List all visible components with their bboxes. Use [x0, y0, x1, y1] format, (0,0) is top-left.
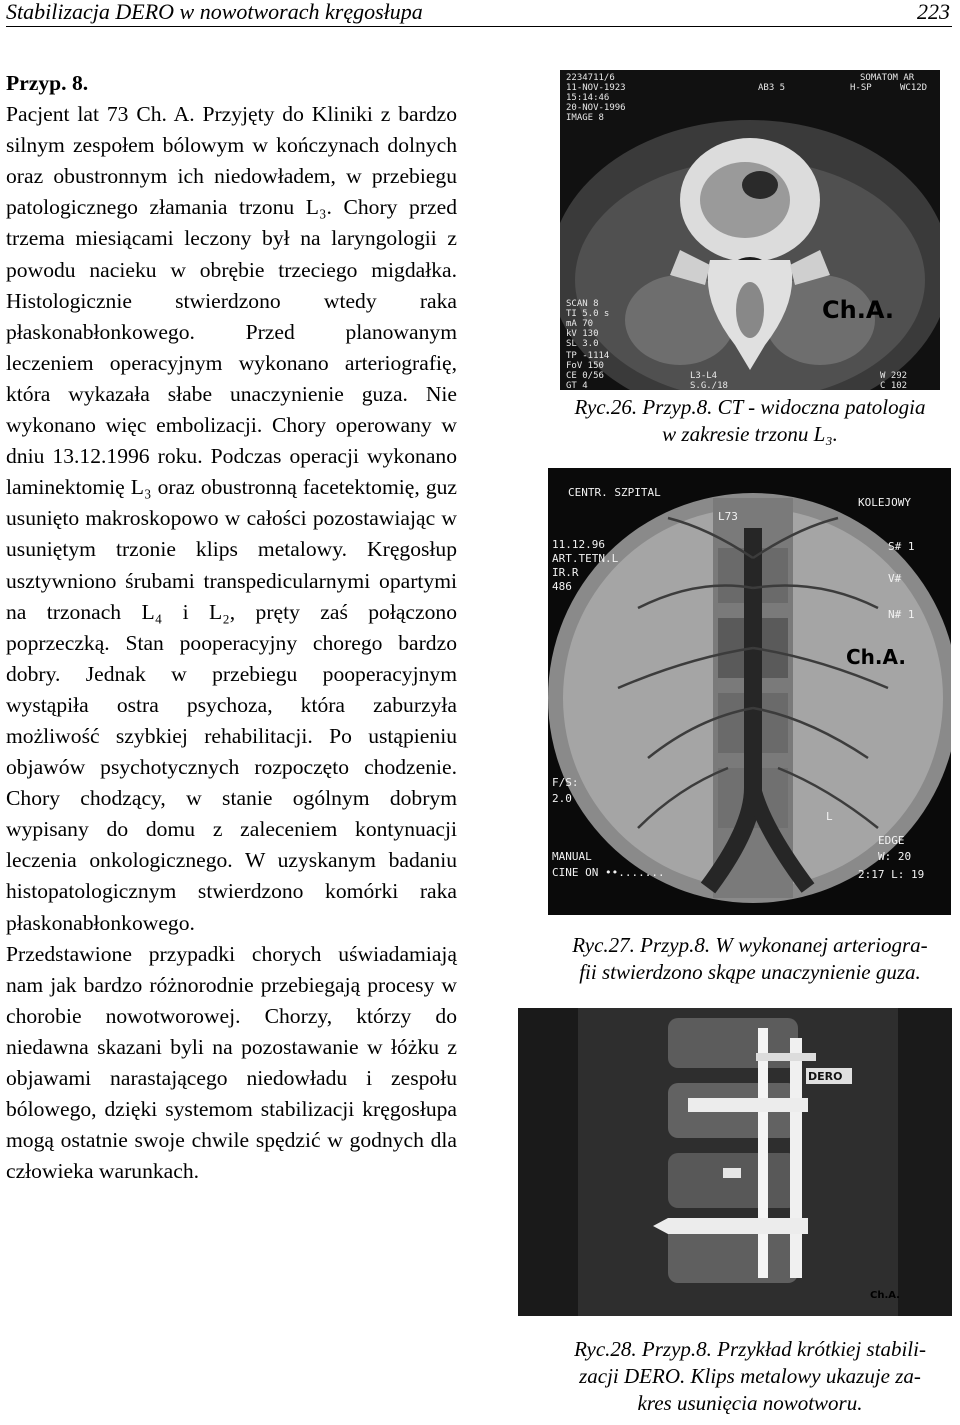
angio-bottom-2: CINE ON ••.......: [552, 866, 665, 879]
angio-info-2: ART.TETN.L: [552, 552, 619, 565]
ct-scan-graphic: [560, 70, 940, 390]
angio-level-label: L73: [718, 510, 738, 523]
xray-initials: Ch.A.: [870, 1290, 900, 1301]
ct-overlay-tr-1: AB3 5: [758, 83, 786, 93]
ct-level-label-2: S.G./18: [690, 381, 728, 390]
ct-overlay-scanner: SOMATOM AR: [860, 73, 915, 83]
angio-info-4: 486: [552, 580, 572, 593]
ct-overlay-line-3: 15:14:46: [566, 93, 610, 103]
figure-26-caption: [540, 394, 960, 448]
ct-param-4: kV 130: [566, 329, 599, 339]
running-header: [6, 0, 952, 27]
ct-overlay-line-2: 11-NOV-1923: [566, 83, 626, 93]
figure-28-caption-line-1: Ryc.28. Przyp.8. Przykład krótkiej stabili-: [574, 1337, 926, 1361]
running-title: Stabilizacja DERO w nowotworach kręgosłupa: [6, 0, 423, 24]
xray-dero-graphic: [518, 1008, 952, 1316]
angio-edge-l: 2:17 L: 19: [858, 868, 925, 881]
figure-28-caption-line-3: kres usunięcia nowotworu.: [637, 1391, 863, 1415]
figure-26-caption-line-1: Ryc.26. Przyp.8. CT - widoczna patologia: [574, 395, 926, 419]
case-description-paragraph: Pacjent lat 73 Ch. A. Przyjęty do Kliniki z bardzo silnym zespołem bólowym w kończynach dolnych oraz obustronnym ich niedowładem, w przebiegu patologicznego złamania trzonu L₃. Chory przed trzema miesiącami leczony był na laryngologii z powodu nacieku w obrębie trzeciego migdałka. Histologicznie stwierdzono wtedy raka płaskonabłonkowego. Przed planowanym leczeniem operacyjnym wykonano arteriografię, która wykazała słabe unaczynienie guza. Nie wykonano więc embolizacji. Chory operowany w dniu 13.12.1996 roku. Podczas operacji wykonano laminektomię L₃ oraz obustronną facetektomię, guz usunięto makroskopowo w całości pozostawiając w usuniętym trzonie klips metalowy. Kręgosłup usztywniono śrubami transpedicularnymi opartymi na trzonach L₄ i L₂, pręty zaś połączono poprzeczką. Stan pooperacyjny chorego bardzo dobry. Jednak w przebiegu pooperacyjnym wystąpiła ostra psychoza, która zaburzyła możliwość szybkiej rehabilitacji. Po ustąpieniu objawów psychotycznych rozpoczęto chodzenie. Chory chodzący, w stanie ogólnym dobrym wypisany do domu z zaleceniem kontynuacji leczenia onkologicznego. W uzyskanym badaniu histopatologicznym stwierdzono komórki raka płaskonabłonkowego.: [6, 102, 457, 935]
angio-hospital-1: CENTR. SZPITAL: [568, 486, 661, 499]
figure-26-caption-line-2: w zakresie trzonu L₃.: [662, 422, 838, 446]
ct-window-w: W 292: [880, 371, 908, 381]
ct-param-9: GT 4: [566, 381, 588, 390]
main-text-column: [6, 68, 457, 1187]
angio-edge-w: W: 20: [878, 850, 912, 863]
figure-28-caption-line-2: zacji DERO. Klips metalowy ukazuje za-: [579, 1364, 921, 1388]
figure-27-caption: [540, 932, 960, 986]
angio-initials: Ch.A.: [846, 645, 906, 669]
angio-right-1: S# 1: [888, 540, 915, 553]
angio-fs-label: F/S:: [552, 776, 579, 789]
angio-right-3: N# 1: [888, 608, 915, 621]
ct-param-6: TP -1114: [566, 351, 610, 361]
ct-param-1: SCAN 8: [566, 299, 599, 309]
figure-27-caption-line-2: fii stwierdzono skąpe unaczynienie guza.: [579, 960, 921, 984]
angio-fs-value: 2.0: [552, 792, 572, 805]
ct-param-3: mA 70: [566, 319, 594, 329]
angio-info-3: IR.R: [552, 566, 579, 579]
page-number: 223: [917, 0, 950, 24]
ct-param-2: TI 5.0 s: [566, 309, 610, 319]
ct-overlay-line-1: 2234711/6: [566, 73, 615, 83]
ct-initials: Ch.A.: [822, 296, 894, 324]
arteriography-image: [548, 468, 951, 915]
angio-edge-label: EDGE: [878, 834, 905, 847]
angio-right-2: V#: [888, 572, 902, 585]
arteriography-graphic: [548, 468, 951, 915]
angio-hospital-2: KOLEJOWY: [858, 496, 911, 509]
case-heading: Przyp. 8.: [6, 71, 89, 95]
ct-overlay-tr-3: WC12D: [900, 83, 928, 93]
ct-overlay-line-5: IMAGE 8: [566, 113, 604, 123]
ct-overlay-line-4: 20-NOV-1996: [566, 103, 626, 113]
figure-28-caption: [540, 1336, 960, 1417]
ct-param-5: SL 3.0: [566, 339, 599, 349]
xray-dero-label: DERO: [808, 1070, 843, 1083]
ct-param-8: CE 0/56: [566, 371, 604, 381]
ct-overlay-tr-2: H-SP: [850, 83, 872, 93]
ct-scan-image: [560, 70, 940, 390]
ct-window-c: C 102: [880, 381, 908, 390]
figure-27-caption-line-1: Ryc.27. Przyp.8. W wykonanej arteriogra-: [572, 933, 928, 957]
angio-bottom-1: MANUAL: [552, 850, 592, 863]
angio-marker: L: [826, 810, 833, 823]
xray-dero-image: [518, 1008, 952, 1316]
conclusion-paragraph: Przedstawione przypadki chorych uświadamiają nam jak bardzo różnorodnie przebiegają procesy w chorobie nowotworowej. Chorzy, którzy do niedawna skazani byli na pozostawanie w łóżku z objawami narastającego niedowładu i zespołu bólowego, dzięki systemom stabilizacji kręgosłupa mogą ostatnie swoje chwile spędzić w godnych dla człowieka warunkach.: [6, 941, 457, 1184]
ct-level-label: L3-L4: [690, 371, 718, 381]
ct-param-7: FoV 150: [566, 361, 604, 371]
angio-info-1: 11.12.96: [552, 538, 605, 551]
